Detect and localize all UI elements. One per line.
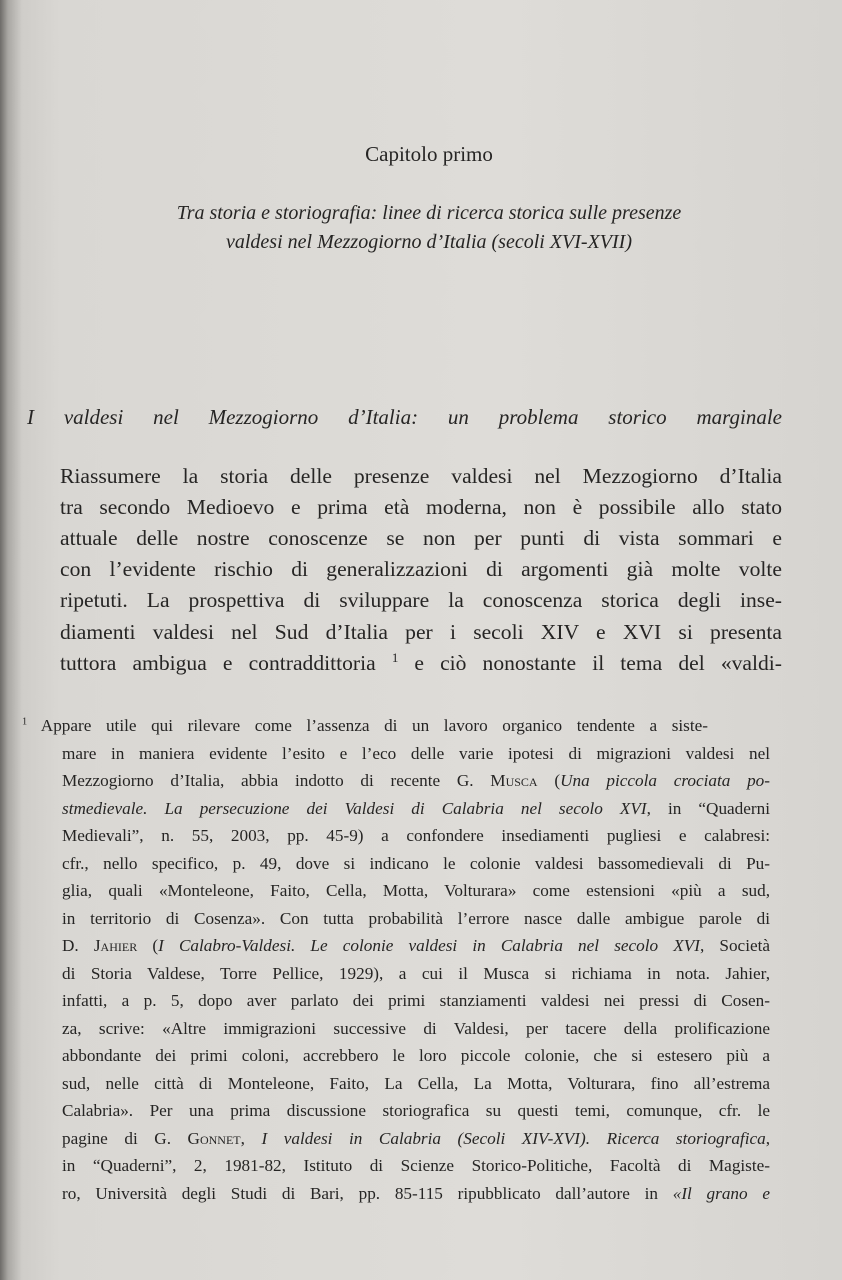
text-segment: diamenti valdesi nel Sud d’Italia per i secoli XIV e XVI si presenta [60,619,782,644]
text-segment: Jahier [93,936,138,955]
text-segment: sud, nelle città di Monteleone, Faito, La Cella, La Motta, Volturara, fino all’estrema [62,1073,770,1093]
body-line [60,464,782,489]
text-segment: con l’evidente rischio di generalizzazioni di argomenti già molte volte [60,557,782,582]
text-segment: Mezzogiorno d’Italia, abbia indotto di recente G. [62,771,491,790]
chapter-subtitle-line: valdesi nel Mezzogiorno d’Italia (secoli XVI-XVII) [226,231,632,253]
body-line [60,526,782,551]
text-segment: Una piccola crociata po- [560,771,770,790]
text-segment: Gonnet [187,1128,241,1148]
text-segment: , [765,1128,770,1148]
text-segment: Calabria». Per una prima discussione storiografica su questi temi, comunque, cfr. le [62,1101,770,1120]
text-segment: infatti, a p. 5, dopo aver parlato dei primi stanziamenti valdesi nei pressi di Cosen- [62,991,770,1010]
body-line [60,651,782,676]
body-line [60,620,782,645]
text-segment: stmedievale. La persecuzione dei Valdesi di Calabria nel secolo XVI [62,798,647,818]
text-segment: Appare utile qui rilevare come l’assenza di un lavoro organico tendente a siste- [27,716,708,735]
text-segment: abbondante dei primi coloni, accrebbero le loro piccole colonie, che si estesero più a [62,1046,770,1065]
text-segment: «Il grano e [672,1183,770,1203]
text-segment: Musca [490,771,538,790]
footnote-marker: 1 [22,716,28,728]
text-segment: tuttora ambigua e contraddittoria [60,650,392,675]
body-line [60,495,782,520]
footnote-marker: 1 [391,649,399,665]
text-segment: glia, quali «Monteleone, Faito, Cella, Motta, Volturara» come estensioni «più a sud, [62,881,770,900]
text-segment: I Calabro-Valdesi. Le colonie valdesi in Calabria nel secolo XVI [158,936,700,955]
footnote-line [62,936,770,956]
footnote-line [0,716,708,736]
footnote-line [62,991,770,1011]
text-segment: ripetuti. La prospettiva di sviluppare la conoscenza storica degli inse- [60,588,782,613]
text-segment: mare in maniera evidente l’esito e l’eco delle varie ipotesi di migrazioni valdesi nel [62,743,770,763]
text-segment: in territorio di Cosenza». Con tutta probabilità l’errore nasce dalle ambigue parole di [62,908,770,928]
text-segment: tra secondo Medioevo e prima età moderna, non è possibile allo stato [60,495,782,520]
text-segment: cfr., nello specifico, p. 49, dove si indicano le colonie valdesi bassomedievali di Pu- [62,853,770,873]
text-segment: Riassumere la storia delle presenze valdesi nel Mezzogiorno d’Italia [60,464,782,488]
footnote-line [62,881,770,901]
footnote-line [62,964,770,984]
text-segment: , Società [699,936,770,955]
text-segment: di Storia Valdese, Torre Pellice, 1929), a cui il Musca si richiama in nota. Jahier, [62,963,770,983]
chapter-label: Capitolo primo [365,142,493,166]
text-segment: e ciò nonostante il tema del «valdi- [398,650,782,675]
footnote-line [62,1184,770,1204]
text-segment: I valdesi in Calabria (Secoli XIV-XVI). Ricerca storiografica [261,1128,766,1148]
footnote-line [62,1074,770,1094]
text-segment: D. [62,936,94,955]
footnote-line [62,799,770,819]
footnote-line [62,1129,770,1149]
footnote-line [62,826,770,846]
chapter-subtitle-line: Tra storia e storiografia: linee di ricerca storica sulle presenze [176,202,682,224]
footnote-line [62,771,770,791]
footnote-line [62,744,770,764]
footnote-line [62,1019,770,1039]
text-segment: Medievali”, n. 55, 2003, pp. 45-9) a confondere insediamenti pugliesi e calabresi: [62,826,770,845]
section-heading: I valdesi nel Mezzogiorno d’Italia: un problema storico marginale [27,405,782,429]
body-line [60,588,782,613]
text-segment: ( [537,771,561,790]
text-segment: attuale delle nostre conoscenze se non per punti di vista sommari e [60,526,782,551]
text-segment: in “Quaderni”, 2, 1981-82, Istituto di Scienze Storico-Politiche, Facoltà di Magiste- [62,1156,770,1175]
text-segment: ro, Università degli Studi di Bari, pp. 85-115 ripubblicato dall’autore in [62,1183,673,1203]
text-segment: za, scrive: «Altre immigrazioni successive di Valdesi, per tacere della prolificazione [62,1018,770,1038]
footnote-line [62,854,770,874]
text-segment: pagine di G. [62,1128,188,1148]
text-segment: , in “Quaderni [646,798,770,818]
footnote-line [62,1101,770,1121]
text-segment: , [240,1128,262,1148]
footnote-line [62,909,770,929]
footnote-line [62,1156,770,1176]
text-segment: ( [137,936,159,955]
body-line [60,557,782,582]
footnote-line [62,1046,770,1066]
